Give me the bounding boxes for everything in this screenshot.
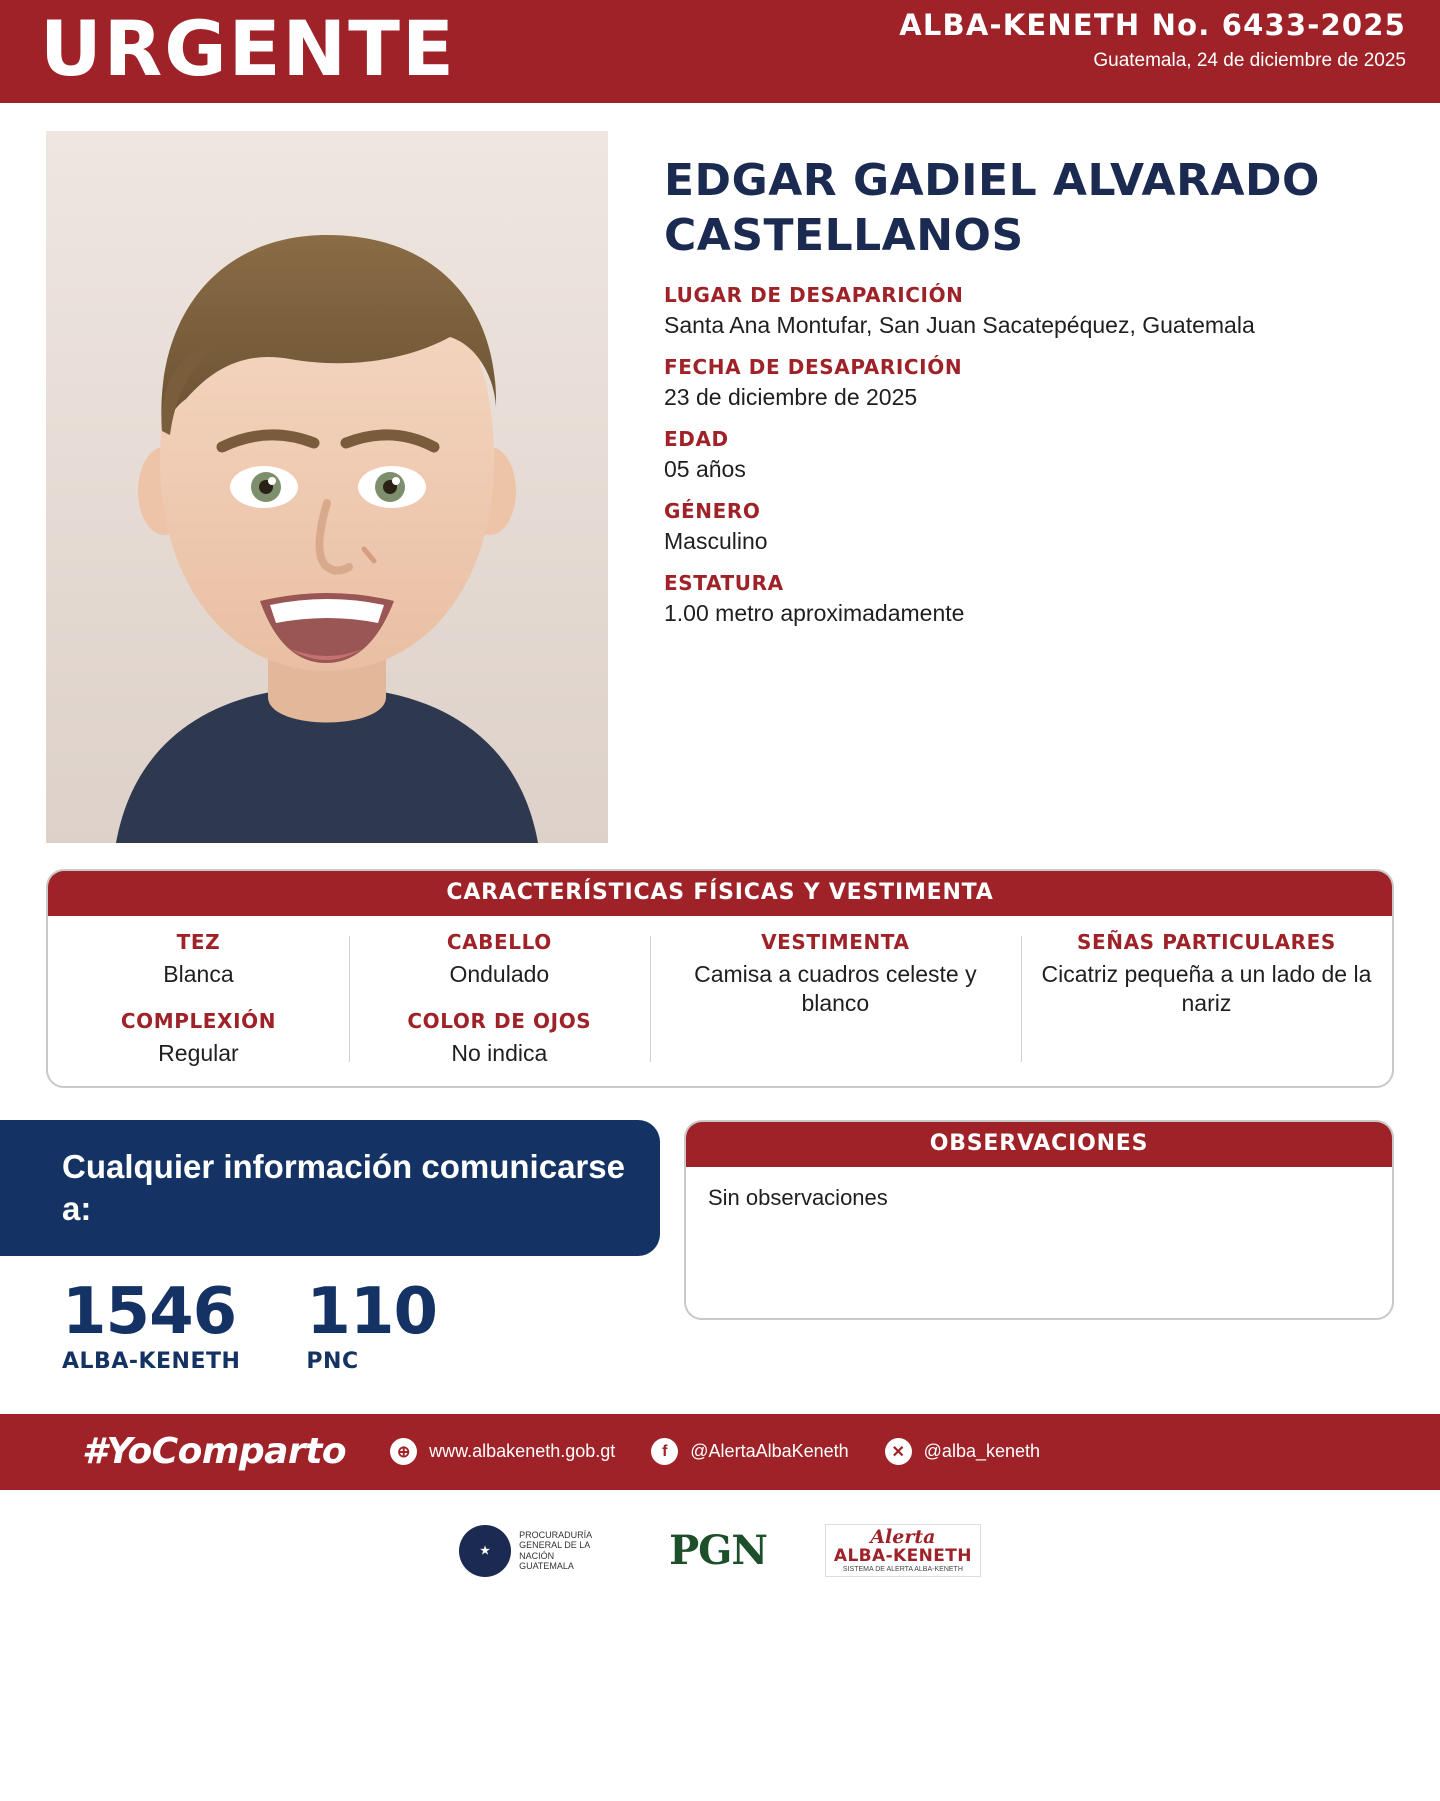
value-color-ojos: No indica: [451, 1039, 548, 1066]
alerta-logo-mid: ALBA-KENETH: [833, 1546, 972, 1567]
alerta-logo-bottom: SISTEMA DE ALERTA ALBA-KENETH: [842, 1566, 963, 1574]
observations-text: Sin observaciones: [708, 1184, 888, 1210]
issue-date: Guatemala, 24 de diciembre de 2025: [1093, 50, 1406, 71]
label-lugar-desaparicion: LUGAR DE DESAPARICIÓN: [664, 283, 964, 307]
characteristic-cabello: [359, 930, 640, 989]
person-name: EDGAR GADIEL ALVARADO CASTELLANOS: [664, 155, 1320, 261]
main-content: [0, 103, 1440, 843]
x-twitter-link[interactable]: [885, 1438, 1040, 1465]
label-edad: EDAD: [664, 426, 729, 451]
label-vestimenta: VESTIMENTA: [761, 930, 910, 954]
contact-section: [0, 1120, 660, 1374]
globe-icon: ⊕: [390, 1438, 417, 1465]
national-seal-icon: ★: [459, 1525, 511, 1577]
label-senas-particulares: SEÑAS PARTICULARES: [1076, 930, 1336, 954]
value-estatura: 1.00 metro aproximadamente: [664, 599, 965, 626]
observations-panel: [684, 1120, 1394, 1320]
label-estatura: ESTATURA: [664, 570, 784, 595]
characteristic-tez: [58, 930, 339, 989]
value-vestimenta: Camisa a cuadros celeste y blanco: [694, 961, 977, 1016]
characteristics-title: CARACTERÍSTICAS FÍSICAS Y VESTIMENTA: [48, 871, 1392, 916]
characteristic-senas-particulares: [1031, 930, 1382, 1018]
value-fecha-desaparicion: 23 de diciembre de 2025: [664, 383, 918, 410]
photo-illustration: [46, 131, 608, 843]
value-cabello: Ondulado: [449, 961, 550, 987]
institution-logos: [0, 1490, 1440, 1600]
case-header-info: [899, 8, 1406, 72]
urgent-header-bar: [0, 0, 1440, 103]
value-lugar-desaparicion: Santa Ana Montufar, San Juan Sacatepéquez, Guatemala: [664, 312, 1255, 338]
contact-heading: Cualquier información comunicarse a:: [0, 1120, 660, 1256]
facebook-icon: f: [651, 1438, 678, 1465]
footer-bar: [0, 1414, 1440, 1490]
characteristic-color-ojos: [359, 1009, 640, 1068]
characteristics-column-1: [48, 930, 349, 1068]
phone-110-caption: PNC: [306, 1348, 359, 1374]
value-complexion: Regular: [158, 1039, 239, 1066]
website-link-text: www.albakeneth.gob.gt: [429, 1441, 616, 1462]
facebook-link[interactable]: [651, 1438, 848, 1465]
pgn-logo-text: PGN: [669, 1527, 767, 1575]
bottom-spacer: [0, 1600, 1440, 1624]
value-genero: Masculino: [664, 527, 768, 554]
characteristic-complexion: [58, 1009, 339, 1068]
characteristics-panel: [46, 869, 1394, 1088]
characteristic-vestimenta: [660, 930, 1011, 1018]
label-cabello: CABELLO: [446, 930, 552, 954]
pgn-logo: [669, 1527, 767, 1574]
value-tez: Blanca: [163, 961, 234, 987]
phone-1546: 1546: [62, 1274, 237, 1349]
facebook-link-text: @AlertaAlbaKeneth: [690, 1441, 849, 1462]
label-genero: GÉNERO: [664, 498, 761, 523]
case-number: ALBA-KENETH No. 6433-2025: [899, 8, 1406, 42]
contact-and-observations: [0, 1120, 1394, 1374]
label-complexion: COMPLEXIÓN: [120, 1008, 277, 1033]
label-fecha-desaparicion: FECHA DE DESAPARICIÓN: [664, 354, 963, 379]
characteristics-column-3: [650, 930, 1021, 1068]
alerta-logo-box: [825, 1524, 981, 1577]
hashtag-yocomparto: #YoComparto: [82, 1431, 347, 1473]
website-link[interactable]: [390, 1438, 615, 1465]
phone-1546-caption: ALBA-KENETH: [62, 1348, 241, 1374]
label-color-ojos: COLOR DE OJOS: [407, 1008, 592, 1033]
value-edad: 05 años: [664, 455, 746, 482]
x-twitter-link-text: @alba_keneth: [923, 1441, 1041, 1462]
contact-number-pnc[interactable]: [306, 1274, 437, 1374]
alerta-alba-keneth-logo: [825, 1524, 981, 1577]
alerta-logo-top: Alerta: [870, 1526, 936, 1549]
value-senas-particulares: Cicatriz pequeña a un lado de la nariz: [1041, 961, 1372, 1016]
characteristics-grid: [48, 916, 1392, 1086]
person-details: [608, 131, 1400, 843]
contact-numbers: [0, 1256, 660, 1374]
phone-110: 110: [306, 1274, 437, 1349]
x-twitter-icon: ✕: [885, 1438, 912, 1465]
gobierno-guatemala-logo: [459, 1525, 611, 1577]
missing-person-photo: [46, 131, 608, 843]
social-links: [390, 1438, 1040, 1465]
label-tez: TEZ: [176, 930, 221, 954]
characteristics-column-2: [349, 930, 650, 1068]
urgent-label: URGENTE: [40, 3, 456, 93]
contact-number-alba-keneth[interactable]: [62, 1274, 241, 1374]
gobierno-logo-caption: PROCURADURÍA GENERAL DE LA NACIÓN GUATEMALA: [519, 1530, 592, 1572]
observations-title: OBSERVACIONES: [686, 1122, 1392, 1167]
characteristics-column-4: [1021, 930, 1392, 1068]
